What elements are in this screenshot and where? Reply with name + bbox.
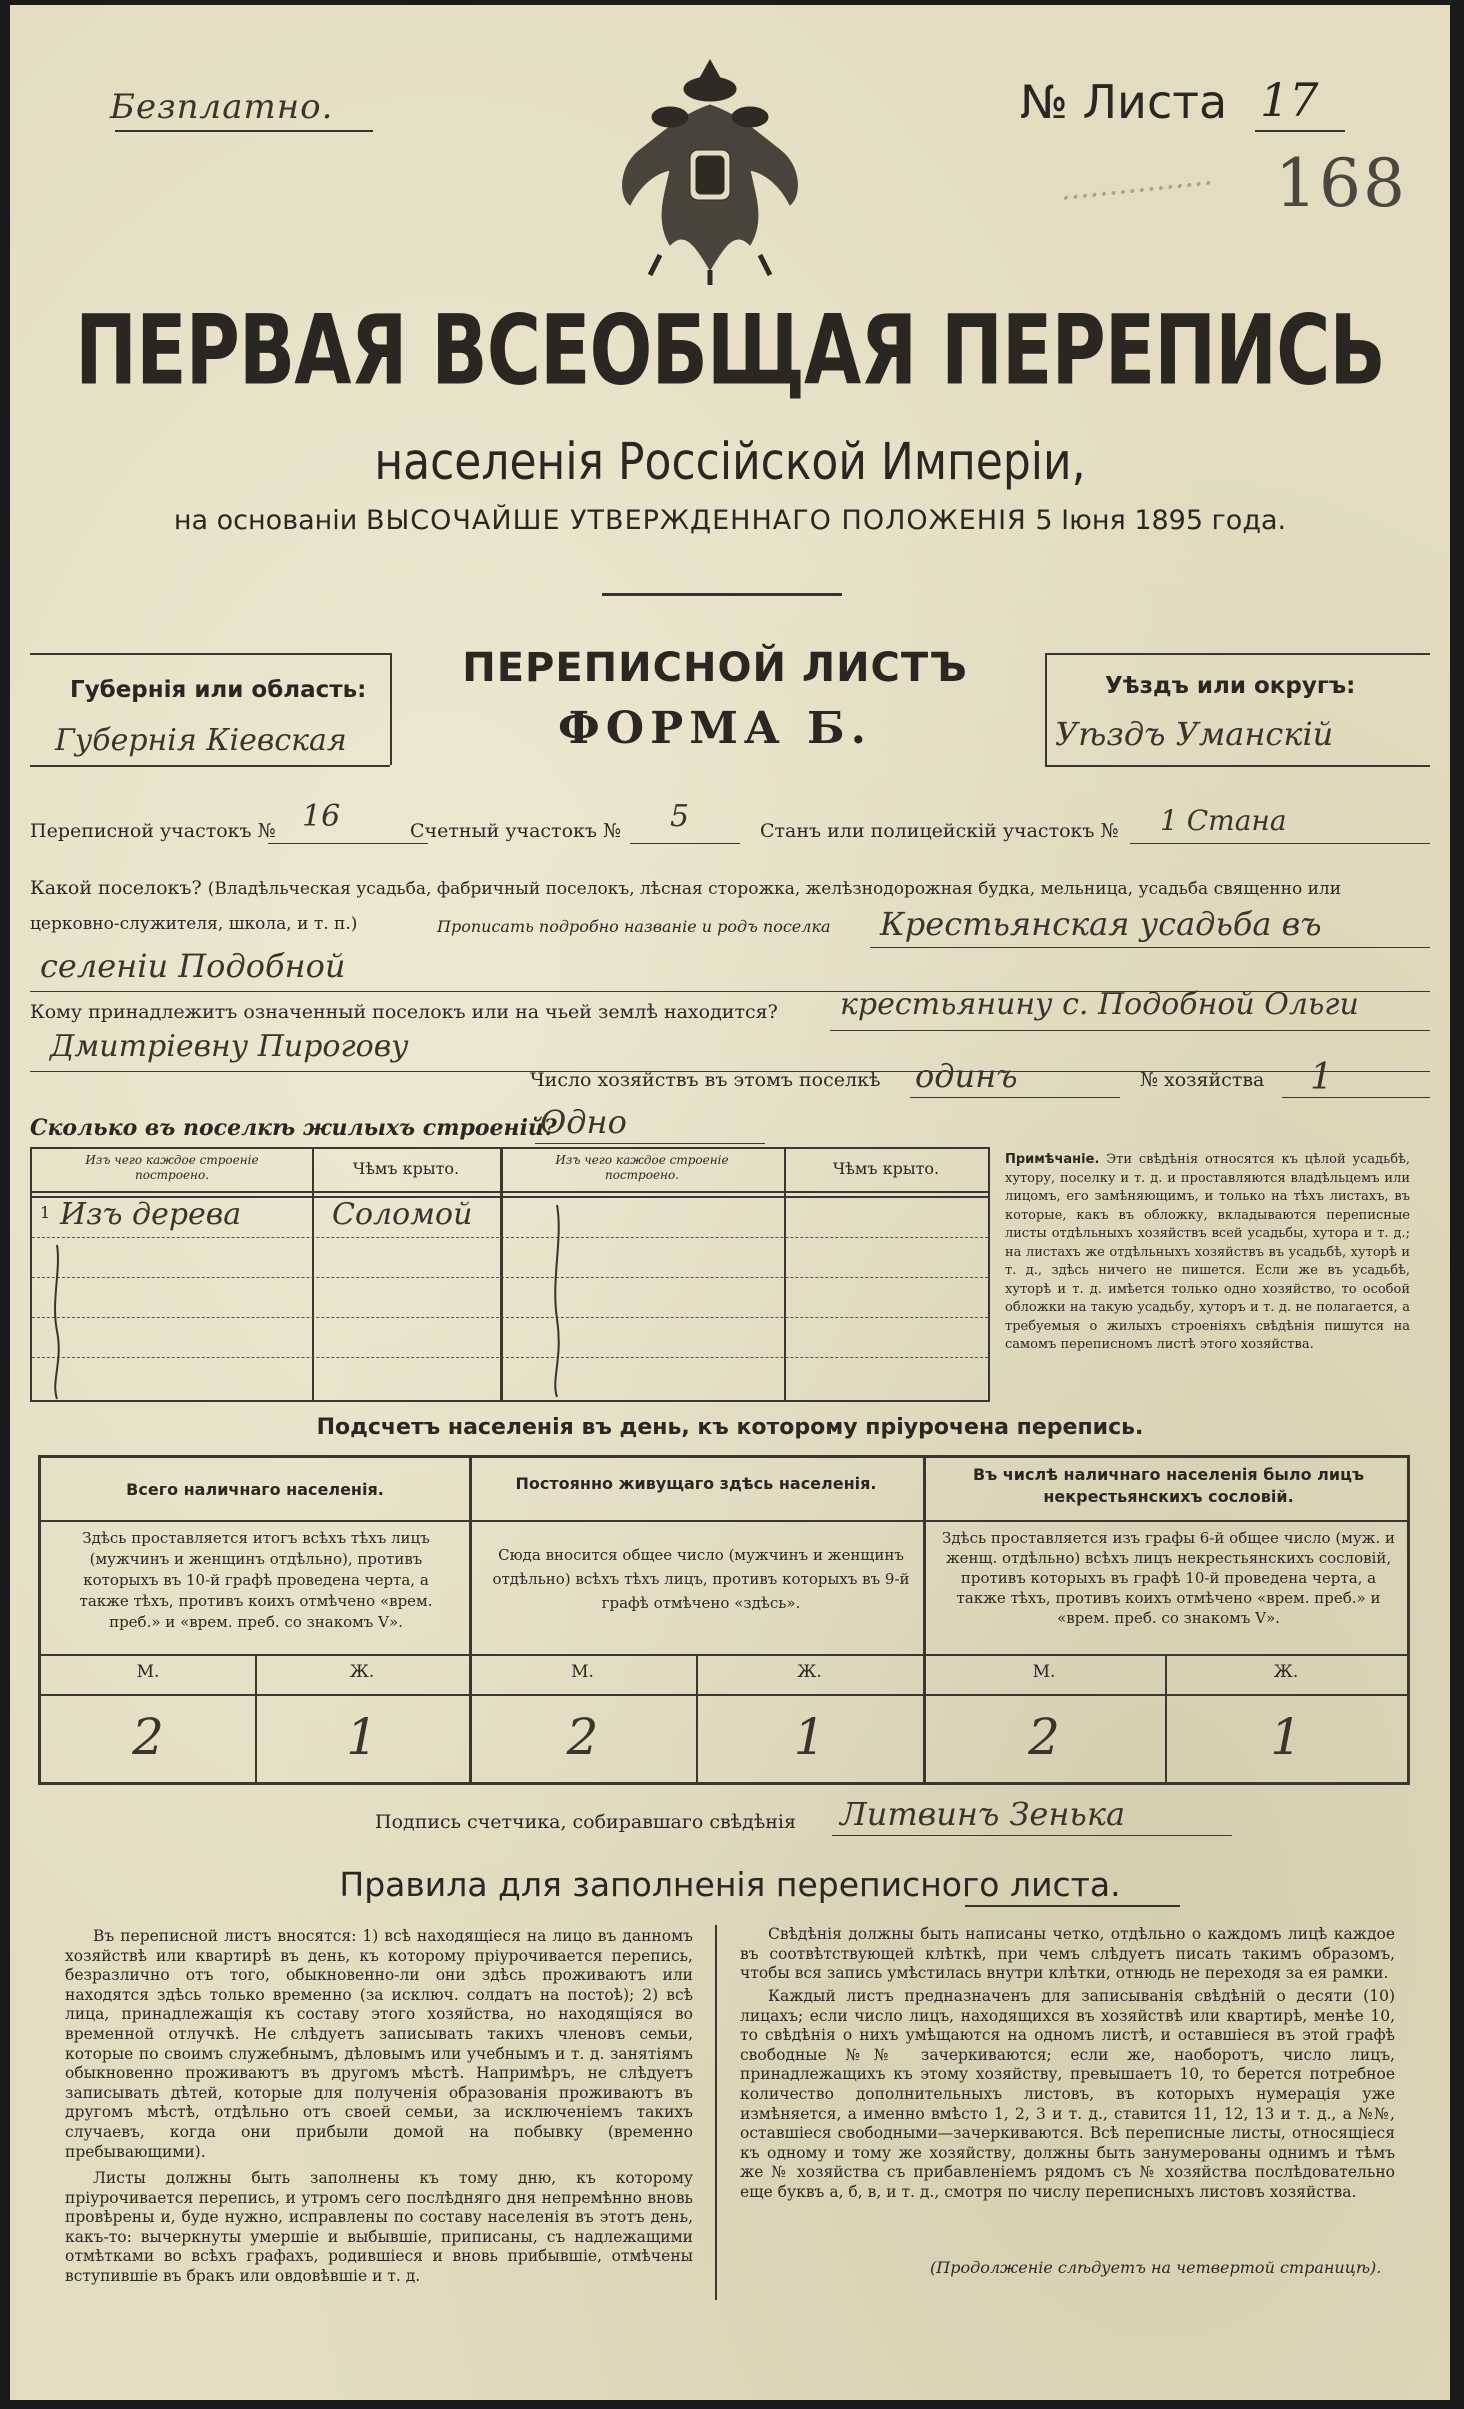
handwritten-number-marks-right [537, 1199, 577, 1399]
count-col-1-desc: Здѣсь проставляется итогъ всѣхъ тѣхъ лицъ (мужчинъ и женщинъ отдѣльно), противъ которыхъ въ 10-й графѣ проведена черта, а также тѣхъ, противъ коихъ отмѣчено «врем. преб.» и «врем. преб. со знакомъ V». [79, 1529, 433, 1631]
count-heading: Подсчетъ населенія въ день, къ которому пріурочена перепись. [316, 1415, 1144, 1440]
households-line [910, 1097, 1120, 1098]
sheet-no-hand: 17 [1260, 73, 1319, 127]
owner-line-1 [830, 1030, 1430, 1031]
poselok-value-2: селеніи Подобной [40, 947, 346, 985]
perepis-uchastok-label: Переписной участокъ № [30, 820, 276, 842]
owner-value-2: Дмитріевну Пирогову [50, 1029, 409, 1064]
poselok-label: Какой поселокъ? [30, 877, 202, 899]
free-label-underline [115, 130, 373, 132]
count-col-1-m-value: 2 [132, 1708, 164, 1766]
rules-continued: (Продолженіе слѣдуетъ на четвертой страницѣ). [930, 2258, 1382, 2277]
count-col-2-title: Постоянно живущаго здѣсь населенія. [515, 1474, 877, 1493]
stan-value: 1 Стана [1160, 804, 1287, 837]
poselok-line-1 [870, 947, 1430, 948]
household-no-value: 1 [1310, 1057, 1333, 1098]
count-col-2-m-value: 2 [566, 1708, 599, 1766]
sheet-no-label: № Листа [1020, 75, 1228, 129]
count-col-1-f-value: 1 [346, 1708, 378, 1766]
count-col-3-f-value: 1 [1270, 1708, 1302, 1766]
schetny-line [630, 843, 740, 844]
count-col-1-f-label: Ж. [349, 1662, 375, 1682]
page-title: ПЕРВАЯ ВСЕОБЩАЯ ПЕРЕПИСЬ [75, 295, 1385, 407]
buildings-table [30, 1147, 990, 1402]
note-lead: Примѣчаніе. [1005, 1152, 1100, 1167]
count-col-2-f-label: Ж. [797, 1662, 822, 1682]
count-col-2-m-label: М. [571, 1662, 594, 1682]
gubernia-label: Губернія или область: [70, 677, 367, 703]
rules-column-divider [715, 1925, 717, 2300]
page-basis [10, 505, 1450, 536]
count-col-3-f-label: Ж. [1273, 1662, 1299, 1682]
schetny-label: Счетный участокъ № [410, 820, 621, 842]
count-col-2-f-value: 1 [793, 1708, 826, 1766]
col-material-left: Изъ чего каждое строеніе построено. [85, 1153, 259, 1182]
owner-label: Кому принадлежитъ означенный поселокъ или на чьей землѣ находится? [30, 1001, 778, 1023]
count-col-3-desc: Здѣсь проставляется изъ графы 6-й общее число (муж. и женщ. отдѣльно) всѣхъ лицъ некрестьянскихъ сословій, противъ которыхъ въ графѣ 10-й проведена черта, а также тѣхъ, противъ коихъ отмѣчено «врем. преб.» и «врем. преб. со знакомъ V». [941, 1529, 1396, 1627]
rules-right-1: Свѣдѣнія должны быть написаны четко, отдѣльно о каждомъ лицѣ каждое въ соотвѣтствующей клѣткѣ, при чемъ слѣдуетъ писать такимъ образомъ, чтобы вся запись умѣстилась внутри клѣтки, отнюдь не переходя за ея рамки. [740, 1925, 1395, 1983]
building-row-1-material: Изъ дерева [60, 1197, 242, 1232]
poselok-value-1: Крестьянская усадьба въ [880, 905, 1322, 943]
rules-heading-underline [965, 1905, 1180, 1907]
building-row-1-roof: Соломой [332, 1197, 473, 1232]
signature-label: Подпись счетчика, собиравшаго свѣдѣнія [375, 1811, 796, 1833]
stan-label: Станъ или полицейскій участокъ № [760, 820, 1119, 842]
buildings-value: Одно [540, 1103, 627, 1141]
handwritten-number-marks-left [37, 1241, 77, 1401]
page-subtitle: населенія Россійской Имперіи, [374, 433, 1086, 492]
col-roof-left: Чѣмъ крыто. [352, 1159, 460, 1178]
title-divider [602, 593, 842, 596]
count-col-2-desc: Сюда вносится общее число (мужчинъ и женщинъ отдѣльно) всѣхъ тѣхъ лицъ, противъ которыхъ въ 9-й графѣ отмѣчено «здѣсь». [492, 1546, 910, 1612]
stan-line [1130, 843, 1430, 844]
count-col-1-title: Всего наличнаго населенія. [126, 1480, 384, 1499]
households-value: одинъ [915, 1057, 1018, 1095]
building-row-1-no: 1 [40, 1203, 51, 1222]
col-material-right: Изъ чего каждое строеніе построено. [555, 1153, 729, 1182]
poselok-hint: (Владѣльческая усадьба, фабричный поселокъ, лѣсная сторожка, желѣзнодорожная будка, мельница, усадьба священно или церковно-служителя, школа, и т. п.) [30, 879, 1342, 934]
rules-right-2: Каждый листъ предназначенъ для записыванія свѣдѣній о десяти (10) лицахъ; если число лицъ, находящихся въ хозяйствѣ или квартирѣ, менѣе 10, то свѣдѣнія о нихъ умѣщаются на одномъ листѣ, и оставшіеся въ этой графѣ свободные №№ зачеркиваются; если же, наоборотъ, число лицъ, принадлежащихъ къ этому хозяйству, превышаетъ 10, то берется потребное количество дополнительныхъ листовъ, въ которыхъ нумерація уже измѣняется, а именно вмѣсто 1, 2, 3 и т. д., ставится 11, 12, 13 и т. д., а №№, оставшіеся свободными—зачеркиваются. Всѣ переписные листы, относящіеся къ одному и тому же хозяйству, должны быть занумерованы однимъ и тѣмъ же № хозяйства съ прибавленіемъ рядомъ съ № хозяйства послѣдовательно еще буквъ а, б, в, и т. д., смотря по числу переписныхъ листовъ хозяйства. [740, 1987, 1395, 2201]
gubernia-value: Губернія Кіевская [55, 723, 347, 758]
count-col-3-m-label: М. [1032, 1662, 1056, 1682]
form-name: ПЕРЕПИСНОЙ ЛИСТЪ [462, 645, 968, 691]
uezd-value: Уѣздъ Уманскій [1055, 715, 1334, 753]
household-no-line [1282, 1097, 1430, 1098]
count-col-1-m-label: М. [136, 1662, 160, 1682]
census-sheet [10, 5, 1450, 2400]
form-type: ФОРМА Б. [558, 703, 872, 754]
signature-value: Литвинъ Зенька [840, 1795, 1126, 1833]
note-block [1005, 1151, 1410, 1355]
poselok-hint-italic: Прописать подробно названіе и родъ поселка [437, 917, 831, 936]
basis-post: 5 Іюня 1895 года. [1035, 505, 1287, 536]
double-headed-eagle-icon [610, 55, 810, 290]
buildings-line [535, 1143, 765, 1144]
basis-pre: на основаніи [173, 505, 358, 536]
free-label: Безплатно. [110, 87, 334, 127]
perepis-uchastok-value: 16 [302, 799, 341, 834]
schetny-value: 5 [670, 799, 690, 834]
perepis-uchastok-line [268, 843, 428, 844]
sheet-no-underline [1255, 130, 1345, 132]
buildings-label: Сколько въ поселкѣ жилыхъ строеній? [30, 1115, 557, 1141]
perepis-uchastok-row [30, 799, 1430, 851]
rules-heading: Правила для заполненія переписного листа. [339, 1865, 1121, 1904]
col-roof-right: Чѣмъ крыто. [832, 1159, 940, 1178]
rules-left-1: Въ переписной листъ вносятся: 1) всѣ находящіеся на лицо въ данномъ хозяйствѣ или квартирѣ въ день, къ которому пріурочивается перепись, безразлично отъ того, обыкновенно-ли они здѣсь проживаютъ или находятся здѣсь только временно (за исключ. солдатъ на постоѣ); 2) всѣ лица, принадлежащія къ составу этого хозяйства, но находящіяся во временной отлучкѣ. Не слѣдуетъ записывать такихъ членовъ семьи, которые по своимъ служебнымъ, дѣловымъ или учебнымъ и т. д. занятіямъ обыкновенно проживаютъ въ другомъ мѣстѣ. Напримѣръ, не слѣдуетъ записывать дѣтей, которые для полученія образованія проживаютъ въ другомъ мѣстѣ, отдѣльно отъ своей семьи, за исключеніемъ такихъ случаевъ, когда они прибыли домой на побывку (временно пребывающими). [65, 1927, 693, 2161]
count-col-3-m-value: 2 [1028, 1708, 1060, 1766]
note-text: Эти свѣдѣнія относятся къ цѣлой усадьбѣ, хутору, поселку и т. д. и проставляются владѣльцемъ или лицомъ, его замѣняющимъ, и только на тѣхъ листахъ, въ которые, какъ въ обложку, вкладываются переписные листы отдѣльныхъ хозяйствъ всей усадьбы, хутора и т. д.; на листахъ же отдѣльныхъ хозяйствъ въ усадьбѣ, хуторѣ и т. д., здѣсь ничего не пишется. Если же въ усадьбѣ, хуторѣ и т. д. имѣется только одно хозяйство, то особой обложки на такую усадьбу, хуторъ и т. д. не полагается, а требуемыя о жилыхъ строеніяхъ свѣдѣнія пишутся на самомъ переписномъ листѣ этого хозяйства. [1005, 1152, 1410, 1352]
households-label: Число хозяйствъ въ этомъ поселкѣ [530, 1069, 881, 1091]
household-no-label: № хозяйства [1140, 1069, 1265, 1091]
owner-value-1: крестьянину с. Подобной Ольги [840, 987, 1359, 1022]
rules-left-2: Листы должны быть заполнены къ тому дню, къ которому пріурочивается перепись, и утромъ сего послѣдняго дня непремѣнно вновь провѣрены и, буде нужно, исправлены по составу населенія въ этотъ день, какъ-то: вычеркнуты умершіе и выбывшіе, приписаны, съ надлежащими отмѣтками во всѣхъ графахъ, родившіеся и вновь прибывшіе, отмѣчены вступившіе въ бракъ или овдовѣвшіе и т. д. [65, 2169, 693, 2285]
count-table [38, 1455, 1410, 1785]
uezd-label: Уѣздъ или округъ: [1105, 673, 1356, 699]
stamp-number: 168 [1275, 145, 1407, 222]
faint-handwriting-trace: ................ [1058, 157, 1214, 208]
count-col-3-title: Въ числѣ наличнаго населенія было лицъ некрестьянскихъ сословій. [973, 1465, 1364, 1506]
basis-mid: ВЫСОЧАЙШЕ УТВЕРЖДЕННАГО ПОЛОЖЕНІЯ [365, 505, 1027, 536]
signature-line [832, 1835, 1232, 1836]
